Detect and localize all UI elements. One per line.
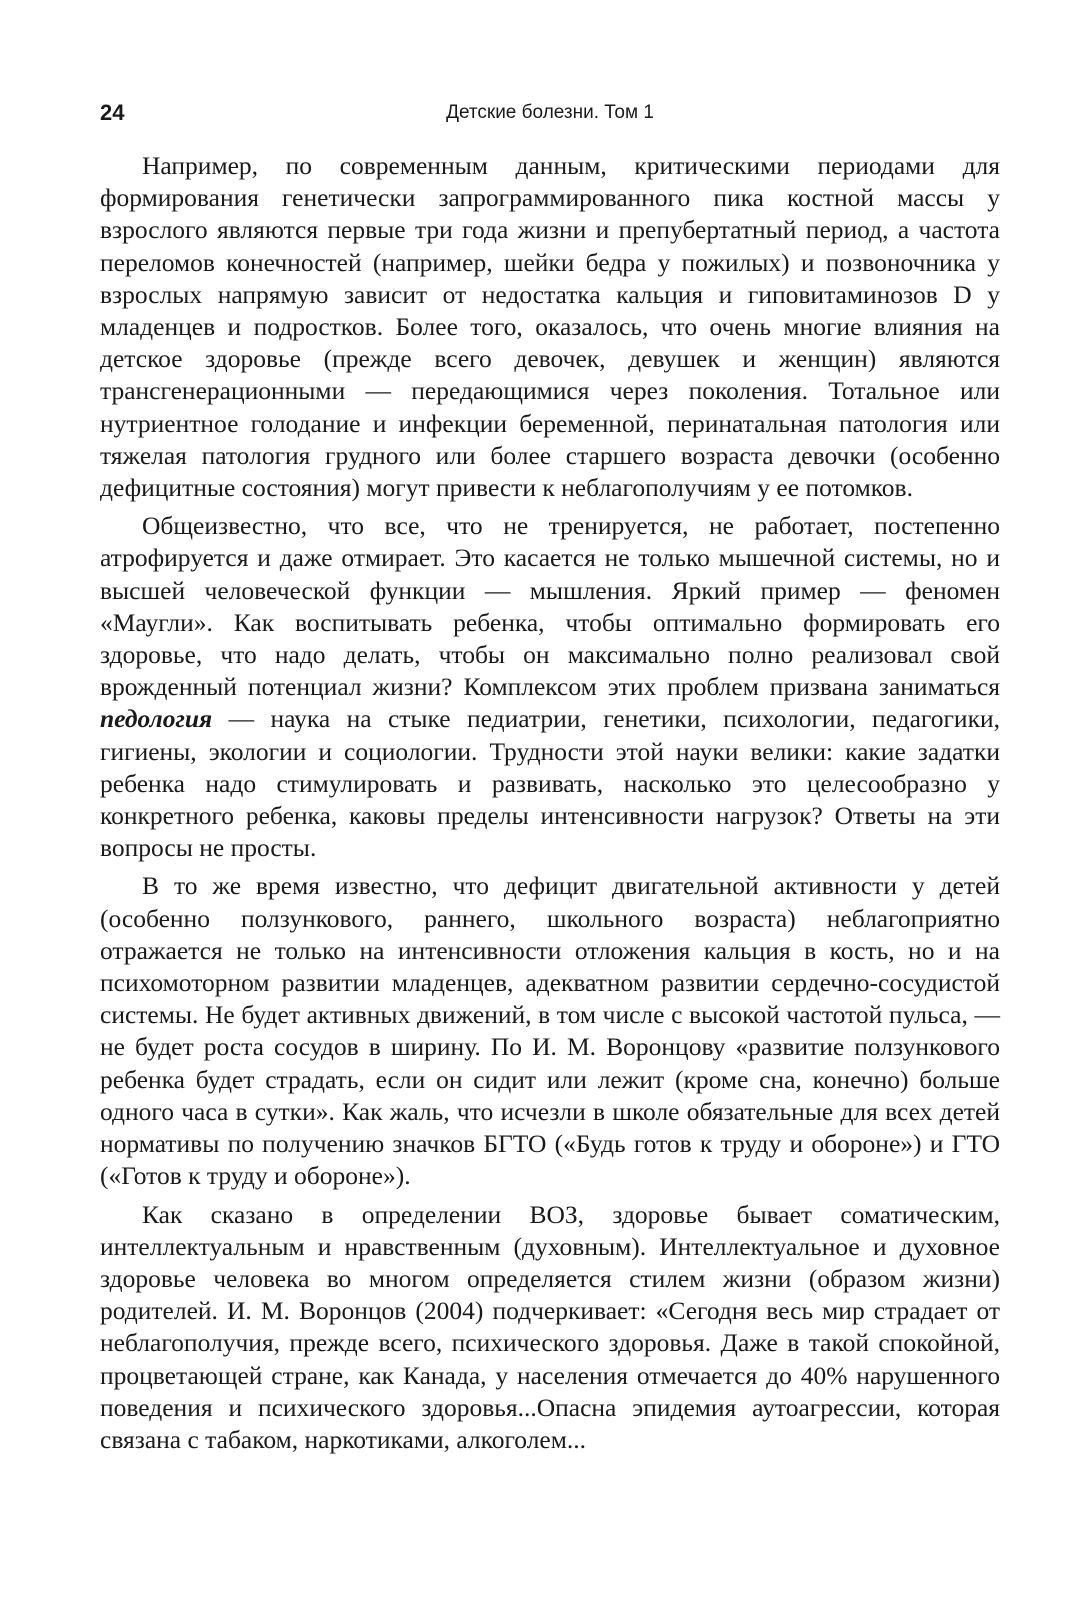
paragraph-4: Как сказано в определении ВОЗ, здоровье бывает соматическим, интеллектуальным и нравственным (духовным). Интеллектуальное и духовное здоровье человека во многом определяется стилем жизни (образом жизни) родителей. И. М. Воронцов (2004) подчеркивает: «Сегодня весь мир страдает от неблагополучия, прежде всего, психического здоровья. Даже в такой спокойной, процветающей стране, как Канада, у населения отмечается до 40% нарушенного поведения и психического здоровья...Опасна эпидемия аутоагрессии, которая связана с табаком, наркотиками, алкоголем... (100, 1199, 1000, 1454)
page-number: 24 (100, 100, 125, 125)
page-header (100, 100, 1000, 130)
paragraph-2 (100, 510, 1000, 864)
paragraph-2-text-after: — наука на стыке педиатрии, генетики, психологии, педагогики, гигиены, экологии и социологии. Трудности этой науки велики: какие задатки ребенка надо стимулировать и развивать, насколько это целесообразно у конкретного ребенка, каковы пределы интенсивности нагрузок? Ответы на эти вопросы не просты. (100, 704, 1000, 863)
paragraph-3: В то же время известно, что дефицит двигательной активности у детей (особенно ползункового, раннего, школьного возраста) неблагоприятно отражается не только на интенсивности отложения кальция в кость, но и на психомоторном развитии младенцев, адекватном развитии сердечно-сосудистой системы. Не будет активных движений, в том числе с высокой частотой пульса, — не будет роста сосудов в ширину. По И. М. Воронцову «развитие ползункового ребенка будет страдать, если он сидит или лежит (кроме сна, конечно) больше одного часа в сутки». Как жаль, что исчезли в школе обязательные для всех детей нормативы по получению значков БГТО («Будь готов к труду и обороне») и ГТО («Готов к труду и обороне»). (100, 871, 1000, 1191)
text-body (100, 150, 1000, 1462)
running-title: Детские болезни. Том 1 (446, 102, 654, 123)
paragraph-2-text-before: Общеизвестно, что все, что не тренируется, не работает, постепенно атрофируется и даже отмирает. Это касается не только мышечной системы, но и высшей человеческой функции — мышления. Яркий пример — феномен «Маугли». Как воспитывать ребенка, чтобы оптимально формировать его здоровье, что надо делать, чтобы он максимально полно реализовал свой врожденный потенциал жизни? Комплексом этих проблем призвана заниматься (100, 511, 1000, 702)
paragraph-1: Например, по современным данным, критическими периодами для формирования генетически запрограммированного пика костной массы у взрослого являются первые три года жизни и препубертатный период, а частота переломов конечностей (например, шейки бедра у пожилых) и позвоночника у взрослых напрямую зависит от недостатка кальция и гиповитаминозов D у младенцев и подростков. Более того, оказалось, что очень многие влияния на детское здоровье (прежде всего девочек, девушек и женщин) являются трансгенерационными — передающимися через поколения. Тотальное или нутриентное голодание и инфекции беременной, перинатальная патология или тяжелая патология грудного или более старшего возраста девочки (особенно дефицитные состояния) могут привести к неблагополучиям у ее потомков. (100, 151, 1000, 503)
term-pedology: педология (100, 704, 213, 734)
